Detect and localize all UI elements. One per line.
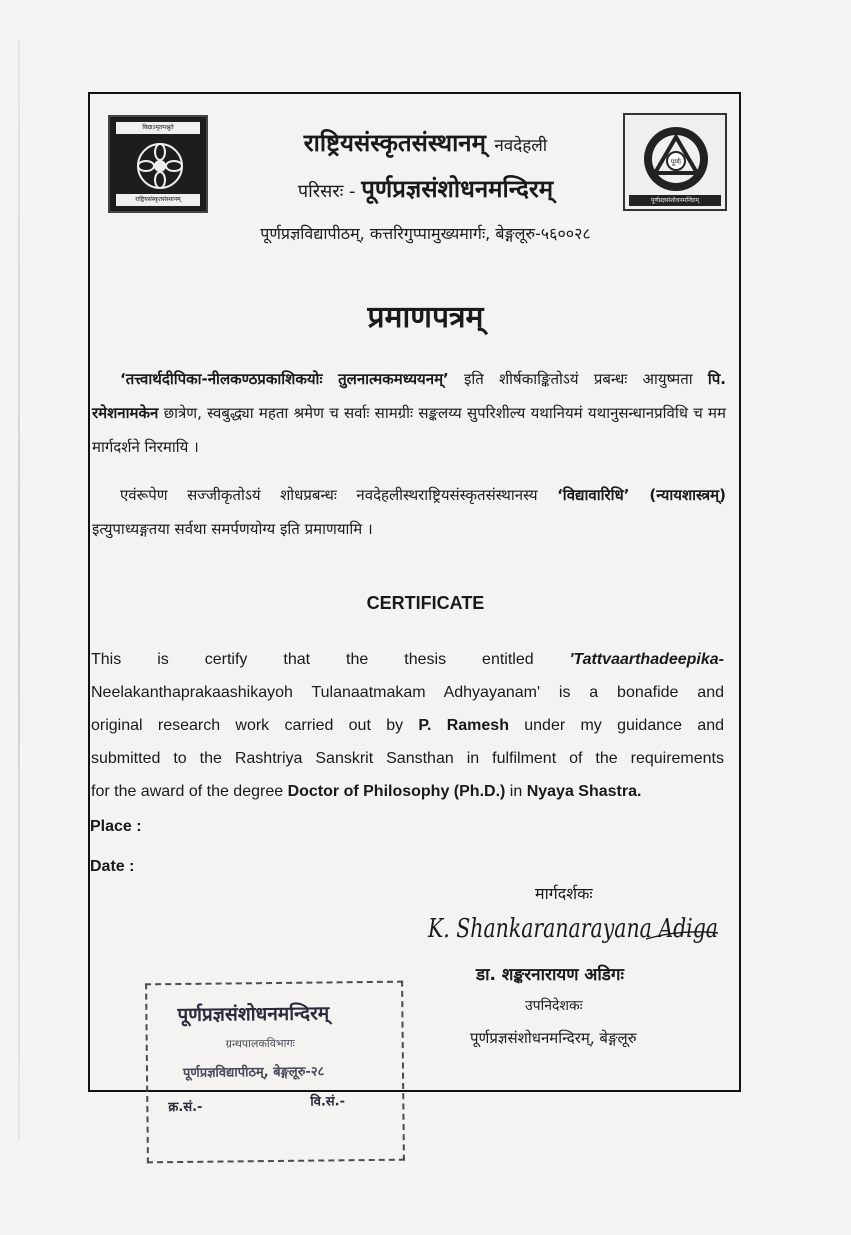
stamp-line-5: वि.सं.- (310, 1094, 346, 1110)
sanskrit-paragraph-2 (92, 478, 726, 546)
guide-label: मार्गदर्शकः (535, 884, 593, 903)
office-stamp (145, 981, 405, 1164)
english-line-1 (91, 643, 724, 676)
institution-heading (0, 126, 851, 159)
signature-text: K. Shankaranarayana Adiga (427, 914, 718, 944)
logo-left-name: राष्ट्रियसंस्कृतसंस्थानम् (116, 194, 200, 206)
english-certificate-title: CERTIFICATE (366, 593, 485, 613)
l3-text-b: under my guidance and (508, 717, 724, 734)
campus-name: पूर्णप्रज्ञसंशोधनमन्दिरम् (361, 175, 554, 203)
guide-institute: पूर्णप्रज्ञसंशोधनमन्दिरम्, बेङ्गलूरु (470, 1029, 637, 1047)
stamp-line-3: पूर्णप्रज्ञविद्यापीठम्, बेङ्गलूरु-२८ (182, 1064, 325, 1081)
english-line-2: Neelakanthaprakaashikayoh Tulanaatmakam Adhyayanam' is a bonafide and (91, 684, 724, 701)
degree-sanskrit: ‘विद्यावारिधि’ (न्यायशास्त्रम्) (557, 486, 726, 504)
l5-in: in (505, 783, 527, 800)
english-certificate-body (91, 643, 724, 808)
english-line-5 (91, 775, 724, 808)
logo-right-center-text: पूर्णः (670, 158, 682, 166)
p1-text-a: इति शीर्षकाङ्कितोऽयं प्रबन्धः आयुष्मता (448, 370, 708, 388)
thesis-title-english-start: 'Tattvaarthadeepika- (569, 651, 724, 668)
guide-role: उपनिदेशकः (525, 998, 583, 1014)
degree-english: Doctor of Philosophy (Ph.D.) (287, 783, 506, 800)
stamp-line-2: ग्रन्थपालकविभागः (225, 1036, 295, 1051)
institution-name: राष्ट्रियसंस्कृतसंस्थानम् (303, 129, 486, 157)
scholar-name-english: P. Ramesh (418, 717, 509, 734)
date-label: Date : (90, 858, 135, 875)
subject-english: Nyaya Shastra. (526, 783, 642, 800)
page-edge-shadow (18, 40, 20, 1140)
english-line-3 (91, 709, 724, 742)
scholar-name-sanskrit: पि. रमेशनामकेन (92, 370, 726, 422)
sanskrit-paragraph-1 (92, 362, 726, 464)
stamp-line-1: पूर्णप्रज्ञसंशोधनमन्दिरम् (177, 1002, 330, 1027)
campus-prefix: परिसरः - (297, 181, 356, 202)
english-line-4: submitted to the Rashtriya Sanskrit Sansthan in fulfilment of the requirements (91, 750, 724, 767)
thesis-title-sanskrit: ‘तत्त्वार्थदीपिका-नीलकण्ठप्रकाशिकयोः तुलनात्मकमध्ययनम्’ (120, 370, 449, 388)
logo-left-motto: विद्याऽमृतमश्नुते (116, 122, 200, 134)
l3-text-a: original research work carried out by (91, 717, 419, 734)
guide-name: डा. शङ्करनारायण अडिगः (476, 965, 624, 985)
institution-city: नवदेहली (494, 136, 548, 156)
stamp-line-4: क्र.सं.- (168, 1099, 203, 1116)
l5-text: for the award of the degree (91, 783, 288, 800)
sanskrit-certificate-title: प्रमाणपत्रम् (367, 300, 484, 335)
place-label: Place : (90, 818, 142, 835)
p1-text-b: छात्रेण, स्वबुद्ध्या महता श्रमेण च सर्वाः सामग्रीः सङ्कलय्य सुपरिशील्य यथानियमं यथानुसन्धानप्रविधि च मम मार्गदर्शने निरमायि । (92, 404, 726, 456)
guide-signature (426, 895, 726, 955)
l1-text: This is certify that the thesis entitled (91, 651, 570, 668)
logo-right-name: पूर्णप्रज्ञसंशोधनमन्दिरम् (629, 195, 721, 206)
campus-heading (0, 172, 851, 205)
p2-text-b: इत्युपाध्यङ्गतया सर्वथा समर्पणयोग्य इति प्रमाणयामि । (92, 520, 373, 538)
campus-address: पूर्णप्रज्ञविद्यापीठम्, कत्तरिगुप्पामुख्यमार्गः, बेङ्गलूरु-५६००२८ (260, 224, 591, 243)
p2-text-a: एवंरूपेण सज्जीकृतोऽयं शोधप्रबन्धः नवदेहलीस्थराष्ट्रियसंस्कृतसंस्थानस्य (120, 486, 558, 504)
